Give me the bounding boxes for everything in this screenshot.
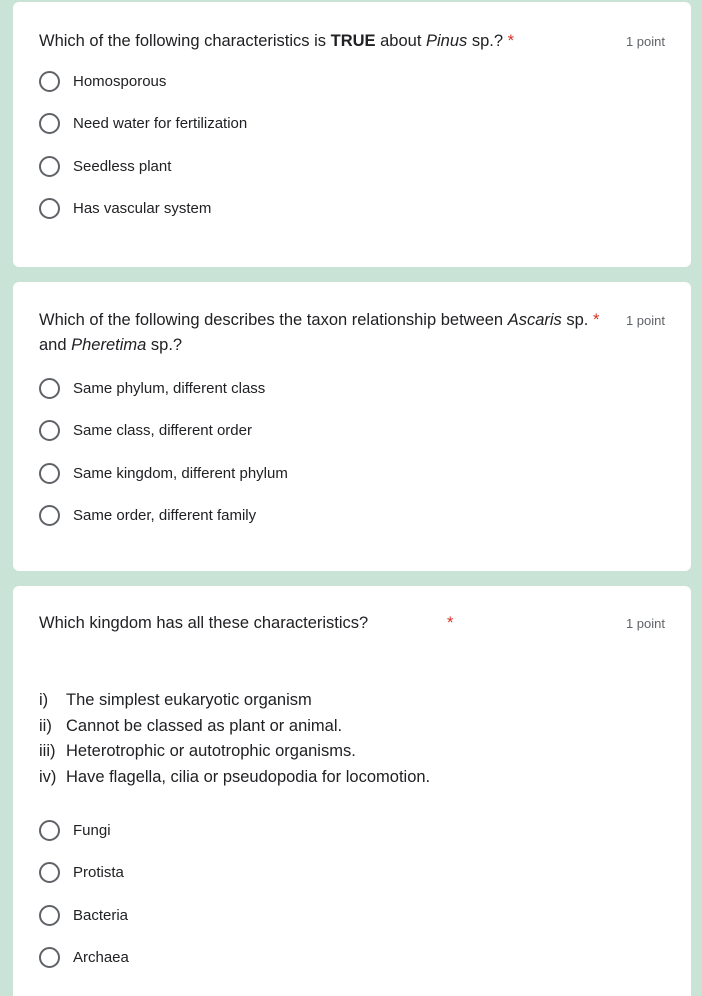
radio-button[interactable] <box>39 505 60 526</box>
characteristic-item: iv) Have flagella, cilia or pseudopodia for locomotion. <box>39 767 431 786</box>
option-vascular-system[interactable]: Has vascular system <box>39 188 665 231</box>
option-need-water[interactable]: Need water for fertilization <box>39 103 665 146</box>
radio-button[interactable] <box>39 905 60 926</box>
option-homosporous[interactable]: Homosporous <box>39 60 665 103</box>
options-list <box>39 367 665 537</box>
radio-button[interactable] <box>39 862 60 883</box>
option-seedless-plant[interactable]: Seedless plant <box>39 145 665 188</box>
question-card-3 <box>13 586 691 996</box>
option-same-kingdom[interactable]: Same kingdom, different phylum <box>39 452 665 495</box>
options-list <box>39 60 665 230</box>
option-protista[interactable]: Protista <box>39 852 665 895</box>
characteristic-item: ii) Cannot be classed as plant or animal. <box>39 716 343 735</box>
characteristic-item: iii) Heterotrophic or autotrophic organisms. <box>39 742 356 760</box>
question-title: Which of the following describes the taxon relationship between Ascaris sp. * and Pheretima sp.? <box>39 311 600 354</box>
radio-button[interactable] <box>39 156 60 177</box>
required-asterisk: * <box>592 311 600 329</box>
question-header <box>39 29 665 54</box>
question-header <box>39 611 665 636</box>
radio-button[interactable] <box>39 198 60 219</box>
required-asterisk: * <box>507 32 515 50</box>
question-title: Which of the following characteristics is TRUE about Pinus sp.? * <box>39 32 515 50</box>
points-label: 1 point <box>625 616 665 631</box>
radio-button[interactable] <box>39 71 60 92</box>
radio-button[interactable] <box>39 463 60 484</box>
characteristic-item: i) The simplest eukaryotic organism <box>39 691 312 709</box>
options-list <box>39 809 665 979</box>
option-archaea[interactable]: Archaea <box>39 937 665 980</box>
option-same-order[interactable]: Same order, different family <box>39 495 665 538</box>
option-same-phylum[interactable]: Same phylum, different class <box>39 367 665 410</box>
question-card-1 <box>13 2 691 267</box>
required-asterisk: * <box>447 614 454 632</box>
radio-button[interactable] <box>39 947 60 968</box>
radio-button[interactable] <box>39 820 60 841</box>
points-label: 1 point <box>625 34 665 49</box>
option-bacteria[interactable]: Bacteria <box>39 894 665 937</box>
points-label: 1 point <box>625 313 665 328</box>
radio-button[interactable] <box>39 378 60 399</box>
characteristics-list <box>39 688 665 790</box>
option-fungi[interactable]: Fungi <box>39 809 665 852</box>
option-same-class[interactable]: Same class, different order <box>39 410 665 453</box>
radio-button[interactable] <box>39 113 60 134</box>
question-header <box>39 308 665 358</box>
radio-button[interactable] <box>39 420 60 441</box>
question-card-2 <box>13 282 691 571</box>
question-title: Which kingdom has all these characteristics? * <box>39 611 620 636</box>
